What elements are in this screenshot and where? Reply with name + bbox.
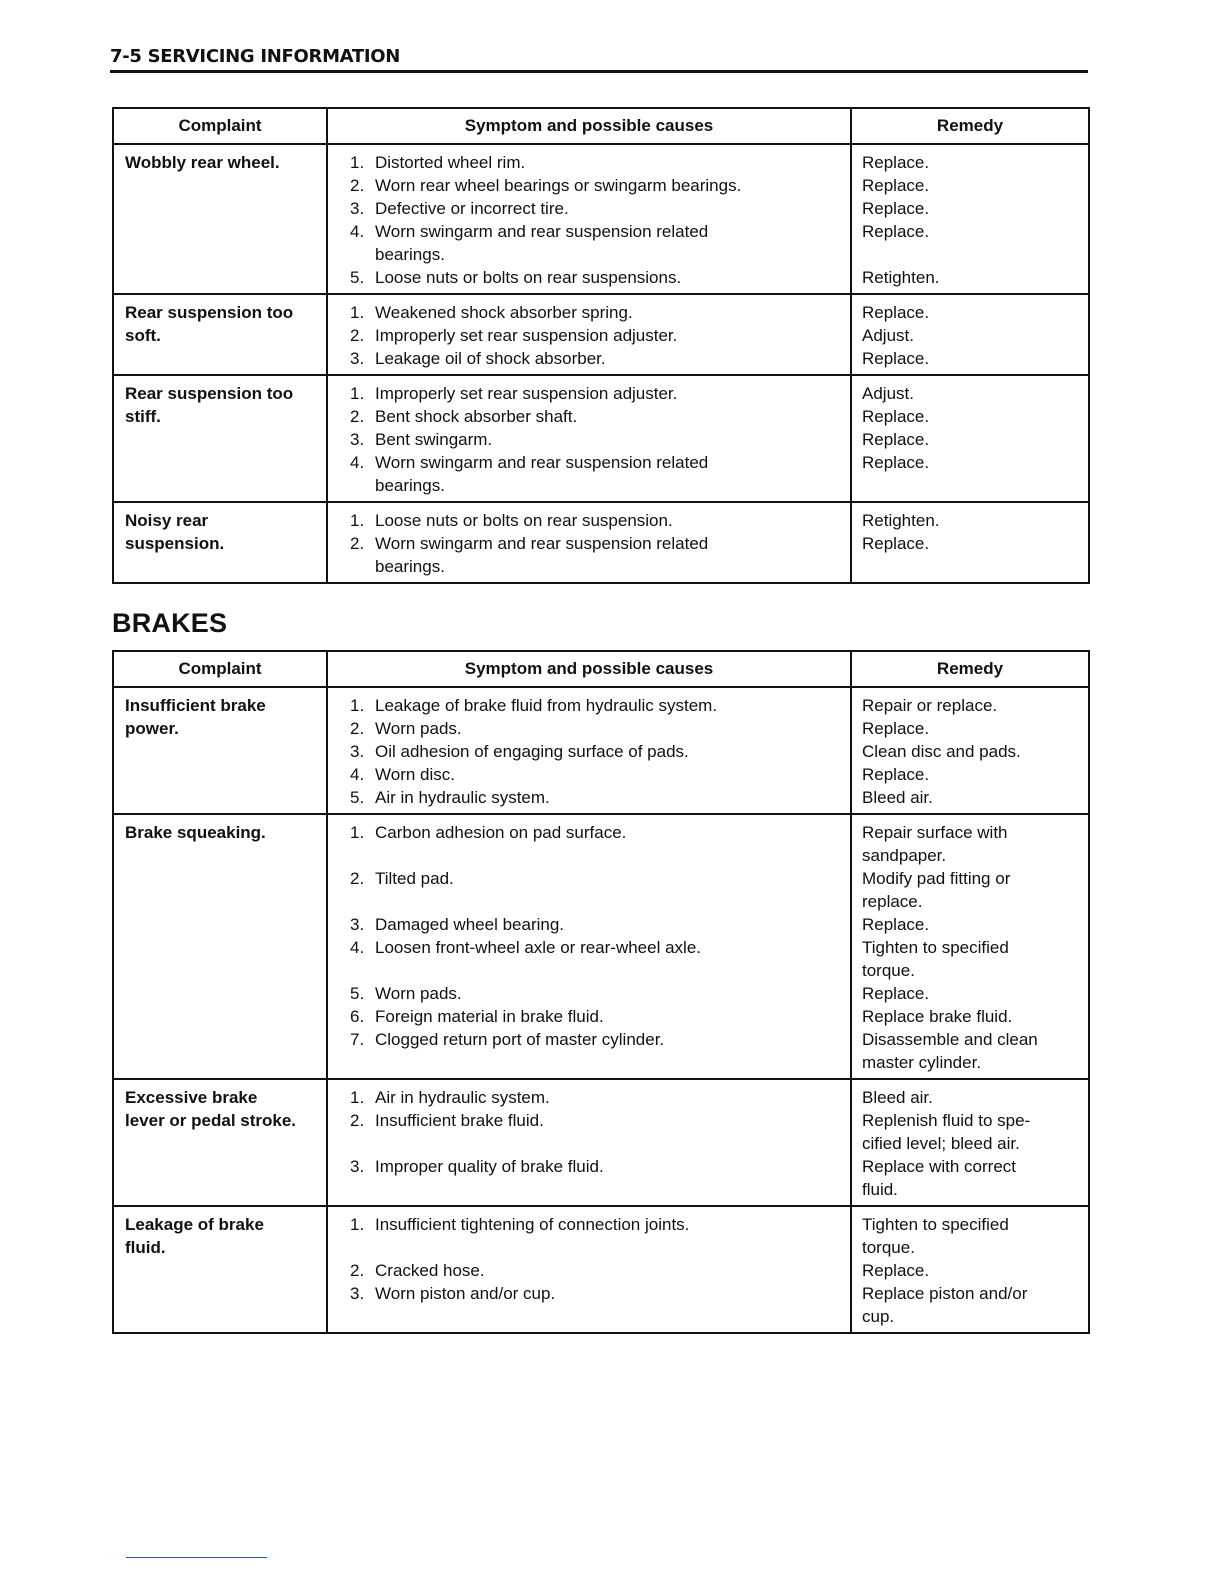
item-number: 7.	[350, 1030, 365, 1049]
symptom-line	[328, 694, 850, 717]
remedy-line: Retighten.	[862, 511, 940, 530]
remedy-line: Tighten to specified	[862, 1215, 1009, 1234]
symptom-text: bearings.	[375, 557, 445, 576]
remedy-line: Replace.	[862, 430, 930, 449]
symptom-line	[328, 786, 850, 809]
table-row	[113, 294, 1089, 375]
item-number: 5.	[350, 788, 365, 807]
symptom-line	[328, 509, 850, 532]
remedy-line: Replace.	[862, 407, 930, 426]
symptom-line	[328, 821, 850, 844]
complaint-line: Brake squeaking.	[125, 823, 266, 842]
remedy-cell	[851, 375, 1089, 502]
symptom-line	[328, 1051, 850, 1074]
item-number: 1.	[350, 1088, 365, 1107]
symptom-line	[328, 1236, 850, 1259]
symptom-text: Bent swingarm.	[375, 430, 493, 449]
item-number: 1.	[350, 153, 365, 172]
symptom-line	[328, 151, 850, 174]
item-number: 4.	[350, 938, 365, 957]
table-header-row	[113, 108, 1089, 144]
symptom-text: Loosen front-wheel axle or rear-wheel axle.	[375, 938, 702, 957]
remedy-line: Modify pad fitting or	[862, 869, 1011, 888]
remedy-line: Replace.	[862, 915, 930, 934]
item-number: 2.	[350, 176, 365, 195]
item-number: 2.	[350, 326, 365, 345]
table-row	[113, 144, 1089, 294]
symptom-line	[328, 405, 850, 428]
item-number: 3.	[350, 1157, 365, 1176]
item-number: 2.	[350, 1261, 365, 1280]
symptom-line	[328, 474, 850, 497]
table-row	[113, 502, 1089, 583]
remedy-line: Replace piston and/or	[862, 1284, 1028, 1303]
remedy-line: Replace.	[862, 719, 930, 738]
remedy-line: cified level; bleed air.	[862, 1134, 1020, 1153]
symptom-line	[328, 844, 850, 867]
complaint-line: Insufficient brake	[125, 696, 266, 715]
symptom-line	[328, 1109, 850, 1132]
symptom-text: Leakage oil of shock absorber.	[375, 349, 606, 368]
remedy-line: Adjust.	[862, 326, 914, 345]
symptom-text: Air in hydraulic system.	[375, 788, 550, 807]
remedy-line: Bleed air.	[862, 1088, 933, 1107]
table-row	[113, 1079, 1089, 1206]
remedy-cell	[851, 1079, 1089, 1206]
symptom-line	[328, 1086, 850, 1109]
remedy-line	[862, 555, 1088, 578]
symptom-line	[328, 220, 850, 243]
item-number: 1.	[350, 303, 365, 322]
item-number: 2.	[350, 407, 365, 426]
complaint-line: suspension.	[125, 534, 225, 553]
remedy-line: Replace.	[862, 765, 930, 784]
complaint-line: power.	[125, 719, 179, 738]
complaint-cell	[113, 502, 327, 583]
symptom-text: Oil adhesion of engaging surface of pads.	[375, 742, 689, 761]
item-number: 5.	[350, 984, 365, 1003]
item-number: 2.	[350, 1111, 365, 1130]
suspension-troubleshooting-table	[112, 107, 1090, 584]
table-row	[113, 1206, 1089, 1333]
remedy-cell	[851, 687, 1089, 814]
symptom-text: Worn disc.	[375, 765, 455, 784]
symptom-cell	[327, 1079, 851, 1206]
page-title: 7-5 SERVICING INFORMATION	[110, 46, 401, 67]
remedy-line: Clean disc and pads.	[862, 742, 1021, 761]
symptom-text: Carbon adhesion on pad surface.	[375, 823, 627, 842]
symptom-text: Defective or incorrect tire.	[375, 199, 569, 218]
item-number: 1.	[350, 1215, 365, 1234]
symptom-cell	[327, 687, 851, 814]
item-number: 3.	[350, 742, 365, 761]
column-header-remedy: Remedy	[851, 108, 1089, 144]
remedy-cell	[851, 1206, 1089, 1333]
complaint-cell	[113, 144, 327, 294]
table-row	[113, 814, 1089, 1079]
symptom-text: Worn swingarm and rear suspension related	[375, 222, 709, 241]
remedy-line: torque.	[862, 961, 915, 980]
symptom-line	[328, 867, 850, 890]
symptom-text: Bent shock absorber shaft.	[375, 407, 578, 426]
symptom-text: Worn piston and/or cup.	[375, 1284, 556, 1303]
complaint-cell	[113, 294, 327, 375]
complaint-cell	[113, 1079, 327, 1206]
remedy-line	[862, 243, 1088, 266]
table-header-row	[113, 651, 1089, 687]
item-number: 2.	[350, 869, 365, 888]
symptom-line	[328, 913, 850, 936]
symptom-text: Worn pads.	[375, 719, 462, 738]
remedy-line: Retighten.	[862, 268, 940, 287]
symptom-text: Weakened shock absorber spring.	[375, 303, 633, 322]
remedy-line: Replace with correct	[862, 1157, 1017, 1176]
symptom-text: bearings.	[375, 245, 445, 264]
symptom-text: Damaged wheel bearing.	[375, 915, 565, 934]
symptom-line	[328, 428, 850, 451]
remedy-line: Bleed air.	[862, 788, 933, 807]
remedy-line: sandpaper.	[862, 846, 947, 865]
item-number: 1.	[350, 384, 365, 403]
symptom-line	[328, 1282, 850, 1305]
symptom-line	[328, 324, 850, 347]
remedy-line: torque.	[862, 1238, 915, 1257]
symptom-text: Worn swingarm and rear suspension related	[375, 534, 709, 553]
complaint-line: soft.	[125, 326, 161, 345]
symptom-line	[328, 959, 850, 982]
symptom-text: Tilted pad.	[375, 869, 454, 888]
remedy-cell	[851, 502, 1089, 583]
column-header-complaint: Complaint	[113, 651, 327, 687]
symptom-line	[328, 1132, 850, 1155]
item-number: 3.	[350, 199, 365, 218]
remedy-line: Replace.	[862, 176, 930, 195]
item-number: 1.	[350, 511, 365, 530]
remedy-line: cup.	[862, 1307, 895, 1326]
item-number: 6.	[350, 1007, 365, 1026]
item-number: 3.	[350, 430, 365, 449]
symptom-line	[328, 1259, 850, 1282]
remedy-line: Replace.	[862, 199, 930, 218]
symptom-line	[328, 1005, 850, 1028]
symptom-line	[328, 740, 850, 763]
complaint-line: Leakage of brake	[125, 1215, 264, 1234]
remedy-line: Replace.	[862, 153, 930, 172]
symptom-line	[328, 347, 850, 370]
symptom-text: Loose nuts or bolts on rear suspensions.	[375, 268, 682, 287]
section-title-brakes: BRAKES	[112, 608, 228, 638]
symptom-line	[328, 197, 850, 220]
footer-rule	[126, 1557, 267, 1558]
item-number: 4.	[350, 453, 365, 472]
column-header-remedy: Remedy	[851, 651, 1089, 687]
item-number: 4.	[350, 222, 365, 241]
remedy-line: fluid.	[862, 1180, 898, 1199]
remedy-cell	[851, 144, 1089, 294]
complaint-cell	[113, 814, 327, 1079]
remedy-line: Disassemble and clean	[862, 1030, 1038, 1049]
symptom-text: Improper quality of brake fluid.	[375, 1157, 604, 1176]
symptom-line	[328, 717, 850, 740]
symptom-text: Worn swingarm and rear suspension related	[375, 453, 709, 472]
symptom-text: Insufficient tightening of connection joints.	[375, 1215, 690, 1234]
remedy-cell	[851, 814, 1089, 1079]
brakes-troubleshooting-table	[112, 650, 1090, 1334]
item-number: 3.	[350, 1284, 365, 1303]
complaint-line: Wobbly rear wheel.	[125, 153, 280, 172]
complaint-line: lever or pedal stroke.	[125, 1111, 297, 1130]
symptom-line	[328, 890, 850, 913]
complaint-line: Noisy rear	[125, 511, 209, 530]
symptom-cell	[327, 144, 851, 294]
symptom-cell	[327, 502, 851, 583]
symptom-line	[328, 982, 850, 1005]
symptom-text: Leakage of brake fluid from hydraulic system.	[375, 696, 718, 715]
symptom-text: Worn rear wheel bearings or swingarm bearings.	[375, 176, 742, 195]
symptom-text: Worn pads.	[375, 984, 462, 1003]
complaint-cell	[113, 1206, 327, 1333]
symptom-line	[328, 174, 850, 197]
remedy-line: Replace.	[862, 984, 930, 1003]
complaint-line: fluid.	[125, 1238, 166, 1257]
remedy-line: Replace.	[862, 222, 930, 241]
symptom-line	[328, 936, 850, 959]
item-number: 2.	[350, 534, 365, 553]
symptom-line	[328, 1305, 850, 1328]
item-number: 3.	[350, 915, 365, 934]
symptom-text: bearings.	[375, 476, 445, 495]
remedy-line: Replenish fluid to spe-	[862, 1111, 1031, 1130]
symptom-text: Clogged return port of master cylinder.	[375, 1030, 665, 1049]
symptom-text: Loose nuts or bolts on rear suspension.	[375, 511, 673, 530]
column-header-symptom: Symptom and possible causes	[327, 651, 851, 687]
table-row	[113, 375, 1089, 502]
symptom-cell	[327, 375, 851, 502]
remedy-line: Replace.	[862, 534, 930, 553]
symptom-text: Air in hydraulic system.	[375, 1088, 550, 1107]
symptom-line	[328, 301, 850, 324]
item-number: 2.	[350, 719, 365, 738]
item-number: 4.	[350, 765, 365, 784]
symptom-line	[328, 266, 850, 289]
complaint-line: Rear suspension too	[125, 384, 294, 403]
complaint-line: Rear suspension too	[125, 303, 294, 322]
symptom-text: Improperly set rear suspension adjuster.	[375, 384, 678, 403]
symptom-line	[328, 243, 850, 266]
symptom-text: Improperly set rear suspension adjuster.	[375, 326, 678, 345]
remedy-line: Replace.	[862, 453, 930, 472]
column-header-symptom: Symptom and possible causes	[327, 108, 851, 144]
symptom-cell	[327, 814, 851, 1079]
page-header	[110, 46, 1088, 73]
symptom-line	[328, 532, 850, 555]
remedy-line: Repair surface with	[862, 823, 1008, 842]
remedy-line: Adjust.	[862, 384, 914, 403]
remedy-line: master cylinder.	[862, 1053, 982, 1072]
symptom-line	[328, 1155, 850, 1178]
remedy-line: Repair or replace.	[862, 696, 998, 715]
column-header-complaint: Complaint	[113, 108, 327, 144]
remedy-line: Replace.	[862, 1261, 930, 1280]
symptom-text: Cracked hose.	[375, 1261, 485, 1280]
symptom-text: Distorted wheel rim.	[375, 153, 526, 172]
symptom-line	[328, 763, 850, 786]
item-number: 1.	[350, 823, 365, 842]
item-number: 5.	[350, 268, 365, 287]
remedy-line: Replace brake fluid.	[862, 1007, 1013, 1026]
symptom-line	[328, 451, 850, 474]
complaint-line: stiff.	[125, 407, 161, 426]
item-number: 3.	[350, 349, 365, 368]
symptom-line	[328, 1178, 850, 1201]
symptom-line	[328, 1213, 850, 1236]
symptom-line	[328, 1028, 850, 1051]
symptom-cell	[327, 1206, 851, 1333]
table-row	[113, 687, 1089, 814]
symptom-line	[328, 555, 850, 578]
complaint-cell	[113, 375, 327, 502]
remedy-line: Replace.	[862, 349, 930, 368]
remedy-line	[862, 474, 1088, 497]
symptom-text: Insufficient brake fluid.	[375, 1111, 544, 1130]
item-number: 1.	[350, 696, 365, 715]
symptom-line	[328, 382, 850, 405]
complaint-cell	[113, 687, 327, 814]
remedy-line: Replace.	[862, 303, 930, 322]
remedy-cell	[851, 294, 1089, 375]
symptom-cell	[327, 294, 851, 375]
remedy-line: replace.	[862, 892, 923, 911]
complaint-line: Excessive brake	[125, 1088, 258, 1107]
remedy-line: Tighten to specified	[862, 938, 1009, 957]
symptom-text: Foreign material in brake fluid.	[375, 1007, 604, 1026]
